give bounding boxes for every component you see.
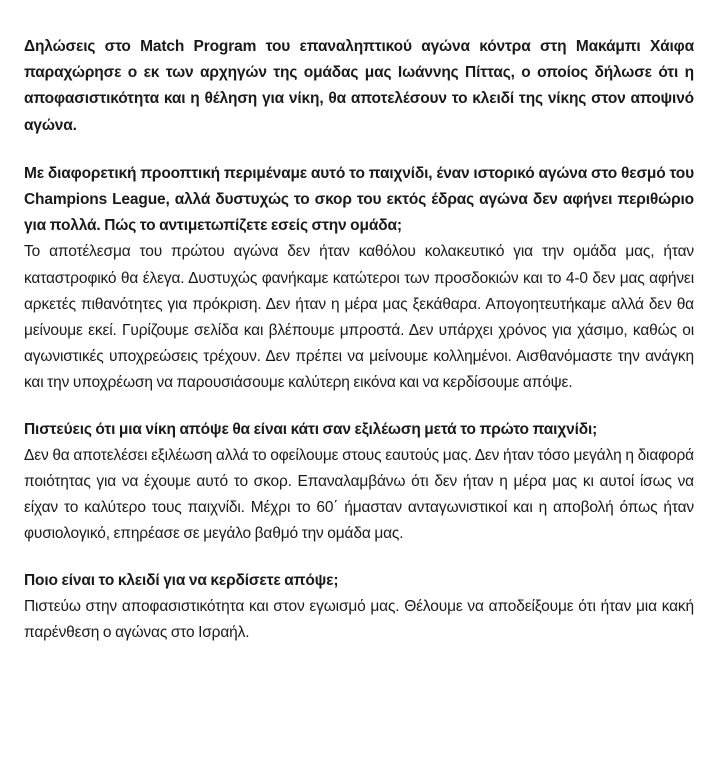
answer-1: Το αποτέλεσμα του πρώτου αγώνα δεν ήταν καθόλου κολακευτικό για την ομάδα μας, ήταν καταστροφικό θα έλεγα. Δυστυχώς φανήκαμε κατώτεροι των προσδοκιών και το 4-0 δεν μας αφήνει αρκετές πιθανότητες για πρόκριση. Δεν ήταν η μέρα μας ξεκάθαρα. Απογοητευτήκαμε αλλά δεν θα μείνουμε εκεί. Γυρίζουμε σελίδα και βλέπουμε μπροστά. Δεν υπάρχει χρόνος για χάσιμο, καθώς οι αγωνιστικές υποχρεώσεις τρέχουν. Δεν πρέπει να μείνουμε κολλημένοι. Αισθανόμαστε την ανάγκη και την υποχρέωση να παρουσιάσουμε καλύτερη εικόνα και να κερδίσουμε απόψε. (24, 243, 694, 392)
answer-2: Δεν θα αποτελέσει εξιλέωση αλλά το οφείλουμε στους εαυτούς μας. Δεν ήταν τόσο μεγάλη η διαφορά ποιότητας για να έχουμε αυτό το σκορ. Επαναλαμβάνω ότι δεν ήταν η μέρα μας κι αυτοί ίσως να είχαν το καλύτερο τους παιχνίδι. Μέχρι το 60΄ ήμασταν ανταγωνιστικοί και η αποβολή όπως ήταν φυσιολογικό, επηρέασε σε μεγάλο βαθμό την ομάδα μας. (24, 446, 694, 543)
qa-block-2 (24, 417, 694, 548)
qa-block-1 (24, 161, 694, 397)
intro-paragraph: Δηλώσεις στο Match Program του επαναληπτικού αγώνα κόντρα στη Μακάμπι Χάιφα παραχώρησε ο εκ των αρχηγών της ομάδας μας Ιωάννης Πίττας, ο οποίος δήλωσε ότι η αποφασιστικότητα και η θέληση για νίκη, θα αποτελέσουν το κλειδί της νίκης στον αποψινό αγώνα. (24, 38, 694, 134)
question-2: Πιστεύεις ότι μια νίκη απόψε θα είναι κάτι σαν εξιλέωση μετά το πρώτο παιχνίδι; (24, 420, 598, 438)
article-body (24, 34, 694, 646)
answer-3: Πιστεύω στην αποφασιστικότητα και στον εγωισμό μας. Θέλουμε να αποδείξουμε ότι ήταν μια κακή παρένθεση ο αγώνας στο Ισραήλ. (24, 597, 694, 642)
qa-block-3 (24, 568, 694, 647)
question-3: Ποιο είναι το κλειδί για να κερδίσετε απόψε; (24, 571, 339, 589)
question-1: Με διαφορετική προοπτική περιμέναμε αυτό το παιχνίδι, έναν ιστορικό αγώνα στο θεσμό του Champions League, αλλά δυστυχώς το σκορ του εκτός έδρας αγώνα δεν αφήνει περιθώριο για πολλά. Πώς το αντιμετωπίζετε εσείς στην ομάδα; (24, 164, 694, 235)
